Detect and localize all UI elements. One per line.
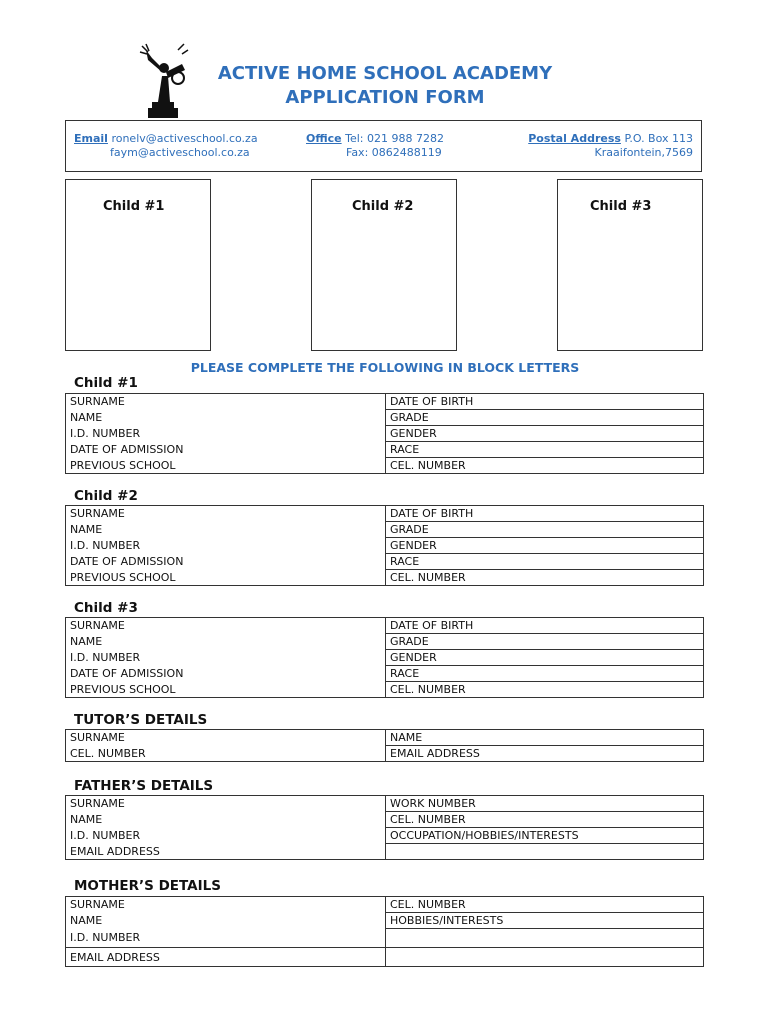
field-date-of-admission[interactable]: DATE OF ADMISSION [66, 442, 386, 458]
field-work-number[interactable]: WORK NUMBER [386, 796, 704, 812]
field-blank[interactable] [386, 929, 704, 948]
field-blank[interactable] [386, 948, 704, 967]
tutor-table [65, 729, 704, 762]
child-1-photo-box[interactable] [65, 179, 211, 351]
father-table [65, 795, 704, 860]
field-grade[interactable]: GRADE [386, 522, 704, 538]
contact-postal [528, 132, 693, 160]
block-letters-instruction: PLEASE COMPLETE THE FOLLOWING IN BLOCK LETTERS [190, 360, 580, 375]
field-race[interactable]: RACE [386, 666, 704, 682]
photo-box-label: Child #1 [103, 199, 165, 214]
field-cel-number[interactable]: CEL. NUMBER [386, 812, 704, 828]
child-2-section-title: Child #2 [74, 488, 138, 504]
field-cel-number[interactable]: CEL. NUMBER [66, 746, 386, 762]
table-row [66, 458, 704, 474]
field-previous-school[interactable]: PREVIOUS SCHOOL [66, 458, 386, 474]
table-row [66, 442, 704, 458]
field-id-number[interactable]: I.D. NUMBER [66, 650, 386, 666]
email-address-2: faym@activeschool.co.za [110, 146, 250, 159]
field-occupation-hobbies[interactable]: OCCUPATION/HOBBIES/INTERESTS [386, 828, 704, 844]
field-gender[interactable]: GENDER [386, 650, 704, 666]
field-id-number[interactable]: I.D. NUMBER [66, 929, 386, 948]
contact-email [74, 132, 258, 160]
field-grade[interactable]: GRADE [386, 634, 704, 650]
field-name[interactable]: NAME [386, 730, 704, 746]
postal-label: Postal Address [528, 132, 621, 145]
field-surname[interactable]: SURNAME [66, 897, 386, 913]
table-row [66, 796, 704, 812]
table-row [66, 394, 704, 410]
office-tel: Tel: 021 988 7282 [345, 132, 444, 145]
table-row [66, 650, 704, 666]
table-row [66, 844, 704, 860]
field-previous-school[interactable]: PREVIOUS SCHOOL [66, 682, 386, 698]
field-email-address[interactable]: EMAIL ADDRESS [386, 746, 704, 762]
table-row [66, 538, 704, 554]
table-row [66, 897, 704, 913]
field-name[interactable]: NAME [66, 410, 386, 426]
field-date-of-admission[interactable]: DATE OF ADMISSION [66, 554, 386, 570]
field-cel-number[interactable]: CEL. NUMBER [386, 570, 704, 586]
field-name[interactable]: NAME [66, 913, 386, 929]
postal-line-1: P.O. Box 113 [624, 132, 693, 145]
field-email-address[interactable]: EMAIL ADDRESS [66, 948, 386, 967]
office-fax: Fax: 0862488119 [346, 146, 442, 159]
table-row [66, 682, 704, 698]
field-surname[interactable]: SURNAME [66, 394, 386, 410]
field-cel-number[interactable]: CEL. NUMBER [386, 897, 704, 913]
child-3-section-title: Child #3 [74, 600, 138, 616]
field-name[interactable]: NAME [66, 522, 386, 538]
table-row [66, 666, 704, 682]
field-surname[interactable]: SURNAME [66, 618, 386, 634]
field-cel-number[interactable]: CEL. NUMBER [386, 682, 704, 698]
field-email-address[interactable]: EMAIL ADDRESS [66, 844, 386, 860]
field-name[interactable]: NAME [66, 634, 386, 650]
child-2-photo-box[interactable] [311, 179, 457, 351]
field-surname[interactable]: SURNAME [66, 796, 386, 812]
field-id-number[interactable]: I.D. NUMBER [66, 828, 386, 844]
table-row [66, 634, 704, 650]
field-race[interactable]: RACE [386, 554, 704, 570]
child-1-table [65, 393, 704, 474]
form-subtitle: APPLICATION FORM [285, 87, 485, 108]
field-name[interactable]: NAME [66, 812, 386, 828]
field-surname[interactable]: SURNAME [66, 730, 386, 746]
table-row [66, 746, 704, 762]
contact-box [65, 120, 702, 172]
postal-line-2: Kraaifontein,7569 [594, 146, 693, 159]
field-hobbies-interests[interactable]: HOBBIES/INTERESTS [386, 913, 704, 929]
table-row [66, 506, 704, 522]
table-row [66, 522, 704, 538]
table-row [66, 948, 704, 967]
table-row [66, 618, 704, 634]
form-title: ACTIVE HOME SCHOOL ACADEMY [217, 63, 553, 84]
table-row [66, 570, 704, 586]
table-row [66, 410, 704, 426]
email-address-1: ronelv@activeschool.co.za [111, 132, 258, 145]
table-row [66, 828, 704, 844]
field-gender[interactable]: GENDER [386, 538, 704, 554]
table-row [66, 554, 704, 570]
mother-section-title: MOTHER’S DETAILS [74, 878, 221, 894]
mother-table [65, 896, 704, 967]
child-3-table [65, 617, 704, 698]
table-row [66, 730, 704, 746]
field-date-of-birth[interactable]: DATE OF BIRTH [386, 618, 704, 634]
field-cel-number[interactable]: CEL. NUMBER [386, 458, 704, 474]
tutor-section-title: TUTOR’S DETAILS [74, 712, 208, 728]
field-date-of-admission[interactable]: DATE OF ADMISSION [66, 666, 386, 682]
table-row [66, 913, 704, 929]
child-1-section-title: Child #1 [74, 375, 138, 391]
field-id-number[interactable]: I.D. NUMBER [66, 538, 386, 554]
child-2-table [65, 505, 704, 586]
field-date-of-birth[interactable]: DATE OF BIRTH [386, 394, 704, 410]
field-previous-school[interactable]: PREVIOUS SCHOOL [66, 570, 386, 586]
table-row [66, 426, 704, 442]
office-label: Office [306, 132, 342, 145]
field-race[interactable]: RACE [386, 442, 704, 458]
field-date-of-birth[interactable]: DATE OF BIRTH [386, 506, 704, 522]
field-gender[interactable]: GENDER [386, 426, 704, 442]
father-section-title: FATHER’S DETAILS [74, 778, 214, 794]
field-grade[interactable]: GRADE [386, 410, 704, 426]
field-blank[interactable] [386, 844, 704, 860]
child-3-photo-box[interactable] [557, 179, 703, 351]
field-surname[interactable]: SURNAME [66, 506, 386, 522]
photo-box-label: Child #3 [590, 199, 652, 214]
contact-office [306, 132, 444, 160]
table-row [66, 812, 704, 828]
field-id-number[interactable]: I.D. NUMBER [66, 426, 386, 442]
photo-box-label: Child #2 [352, 199, 414, 214]
email-label: Email [74, 132, 108, 145]
table-row [66, 929, 704, 948]
